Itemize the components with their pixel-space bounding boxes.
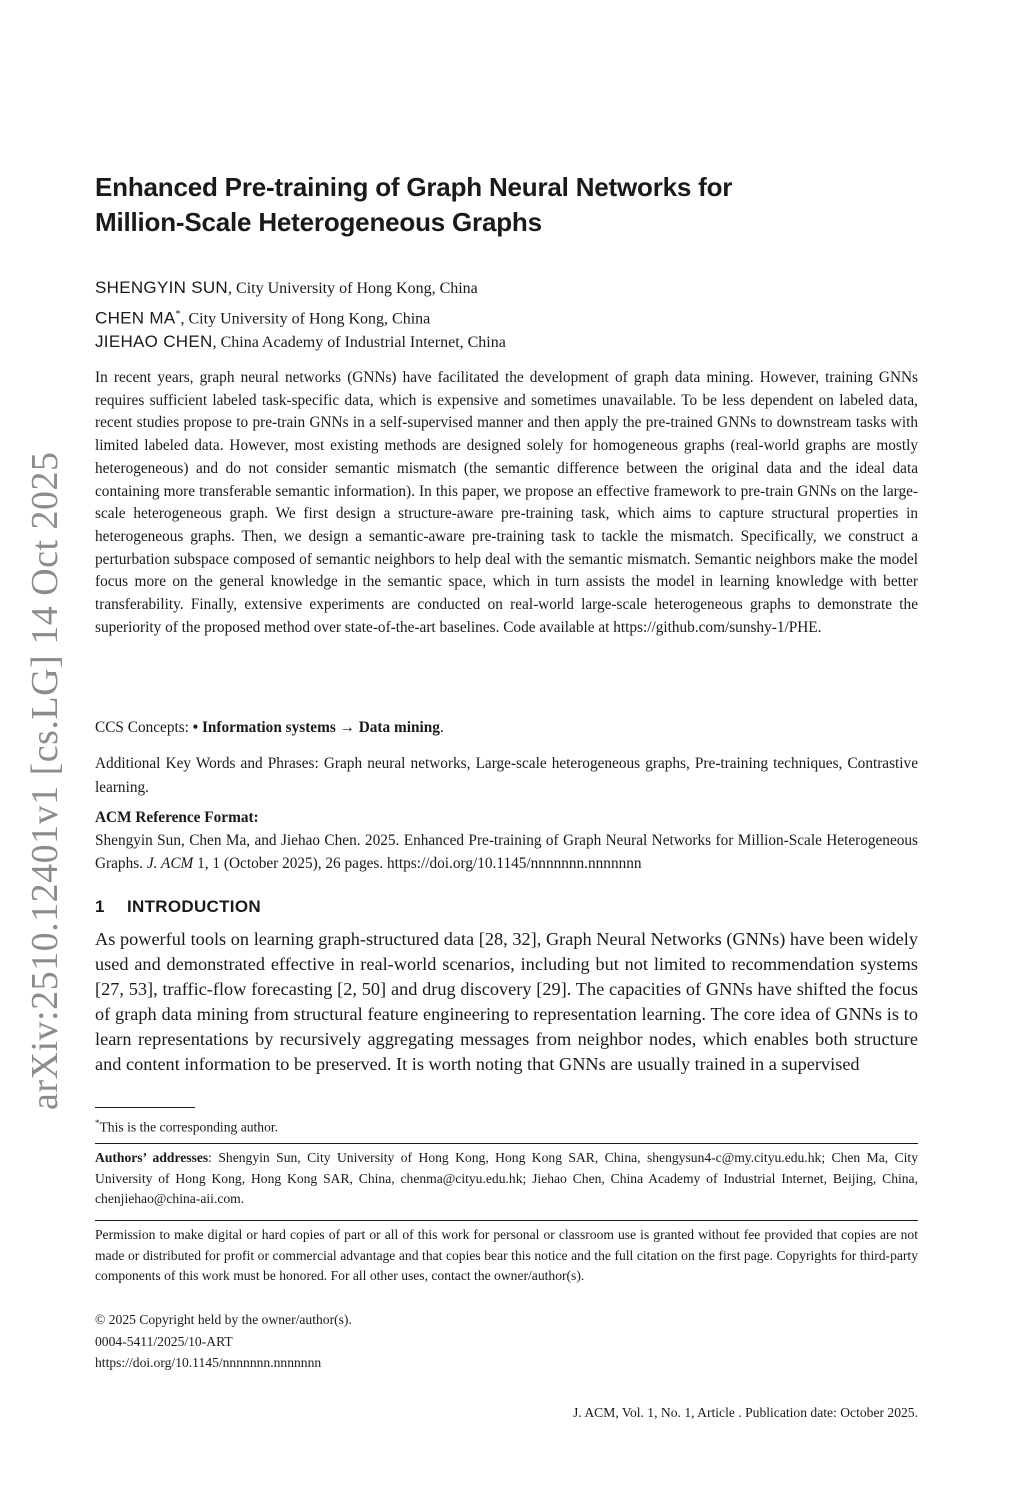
reference-details: 1, 1 (October 2025), 26 pages. https://doi.org/10.1145/nnnnnnn.nnnnnnn xyxy=(193,854,642,872)
footnote xyxy=(95,1113,278,1138)
author-entry xyxy=(95,328,918,355)
addresses-rule xyxy=(95,1143,918,1144)
ccs-bullet: • xyxy=(192,719,202,736)
author-list xyxy=(95,274,918,355)
addresses-text: : Shengyin Sun, City University of Hong Kong, Hong Kong SAR, China, shengysun4-c@my.cityu.edu.hk; Chen Ma, City University of Hong Kong, Hong Kong SAR, China, chenma@cityu.edu.hk; Jiehao Chen, China Academy of Industrial Internet, Beijing, China, chenjiehao@china-aii.com. xyxy=(95,1150,918,1207)
ccs-suffix: . xyxy=(439,719,444,736)
author-affiliation: , City University of Hong Kong, China xyxy=(180,310,431,328)
doi-line: https://doi.org/10.1145/nnnnnnn.nnnnnnn xyxy=(95,1355,322,1370)
reference-journal: J. ACM xyxy=(146,854,194,872)
arxiv-side-stamp: arXiv:2510.12401v1 [cs.LG] 14 Oct 2025 xyxy=(24,451,66,1110)
author-affiliation: , China Academy of Industrial Internet, China xyxy=(212,334,506,351)
footnote-mark: * xyxy=(95,1118,100,1128)
reference-format-text xyxy=(95,830,918,875)
title-line-2: Million-Scale Heterogeneous Graphs xyxy=(95,207,542,237)
ccs-subconcept: Data mining xyxy=(358,719,440,736)
author-name: CHEN MA xyxy=(95,308,176,328)
author-name: SHENGYIN SUN xyxy=(95,278,229,297)
introduction-paragraph: As powerful tools on learning graph-structured data [28, 32], Graph Neural Networks (GNNs) have been widely used and demonstrated effective in real-world scenarios, including but not limited to recommendation systems [27, 53], traffic-flow forecasting [2, 50] and drug discovery [29]. The capacities of GNNs have shifted the focus of graph data mining from structural feature engineering to representation learning. The core idea of GNNs is to learn representations by recursively aggregating messages from neighbor nodes, which enables both structure and content information to be preserved. It is worth noting that GNNs are usually trained in a supervised xyxy=(95,929,918,1074)
author-name: JIEHAO CHEN xyxy=(95,332,213,351)
authors-addresses xyxy=(95,1148,918,1210)
ccs-prefix: CCS Concepts: xyxy=(95,719,193,736)
abstract: In recent years, graph neural networks (GNNs) have facilitated the development of graph data mining. However, training GNNs requires sufficient labeled task-specific data, which is expensive and sometimes unavailable. To be less dependent on labeled data, recent studies propose to pre-train GNNs in a self-supervised manner and then apply the pre-trained GNNs to downstream tasks with limited labeled data. However, most existing methods are designed solely for homogeneous graphs (real-world graphs are mostly heterogeneous) and do not consider semantic mismatch (the semantic difference between the original data and the ideal data containing more transferable semantic information). In this paper, we propose an effective framework to pre-train GNNs on the large-scale heterogeneous graph. We first design a structure-aware pre-training task, which aims to capture structural properties in heterogeneous graphs. Then, we design a semantic-aware pre-training task to tackle the mismatch. Specifically, we construct a perturbation subspace composed of semantic neighbors to help deal with the semantic mismatch. Semantic neighbors make the model focus more on the general knowledge in the semantic space, which in turn assists the model in learning knowledge with better transferability. Finally, extensive experiments are conducted on real-world large-scale heterogeneous graphs to demonstrate the superiority of the proposed method over state-of-the-art baselines. Code available at https://github.com/sunshy-1/PHE. xyxy=(95,369,918,636)
permission-rule xyxy=(95,1220,918,1221)
ccs-concepts xyxy=(95,717,918,739)
copyright-line: © 2025 Copyright held by the owner/author(s). xyxy=(95,1312,352,1327)
paper-title xyxy=(95,170,918,240)
keywords: Additional Key Words and Phrases: Graph neural networks, Large-scale heterogeneous graphs, Pre-training techniques, Contrastive learning. xyxy=(95,755,918,796)
ccs-arrow: → xyxy=(335,719,359,736)
section-title: INTRODUCTION xyxy=(127,897,261,916)
permission-notice: Permission to make digital or hard copies of part or all of this work for personal or classroom use is granted without fee provided that copies are not made or distributed for profit or commercial advantage and that copies bear this notice and the full citation on the first page. Copyrights for third-party components of this work must be honored. For all other uses, contact the owner/author(s). xyxy=(95,1227,918,1284)
running-footer: J. ACM, Vol. 1, No. 1, Article . Publication date: October 2025. xyxy=(573,1405,918,1420)
ccs-concept: Information systems xyxy=(201,719,336,736)
author-entry xyxy=(95,301,918,328)
addresses-label: Authors’ addresses xyxy=(95,1150,209,1165)
reference-format-heading: ACM Reference Format: xyxy=(95,809,259,826)
title-line-1: Enhanced Pre-training of Graph Neural Networks for xyxy=(95,172,733,202)
section-number: 1 xyxy=(95,897,105,916)
footnote-text: This is the corresponding author. xyxy=(99,1119,279,1135)
footnote-rule xyxy=(95,1107,195,1108)
issn-line: 0004-5411/2025/10-ART xyxy=(95,1334,233,1349)
section-heading xyxy=(95,895,261,919)
author-affiliation: , City University of Hong Kong, China xyxy=(228,280,478,297)
reference-citation: Shengyin Sun, Chen Ma, and Jiehao Chen. 2025. Enhanced Pre-training of Graph Neural Networks for Million-Scale Heterogeneous Graphs. xyxy=(95,832,918,872)
author-entry xyxy=(95,274,918,301)
corresponding-author-mark: * xyxy=(175,309,181,320)
